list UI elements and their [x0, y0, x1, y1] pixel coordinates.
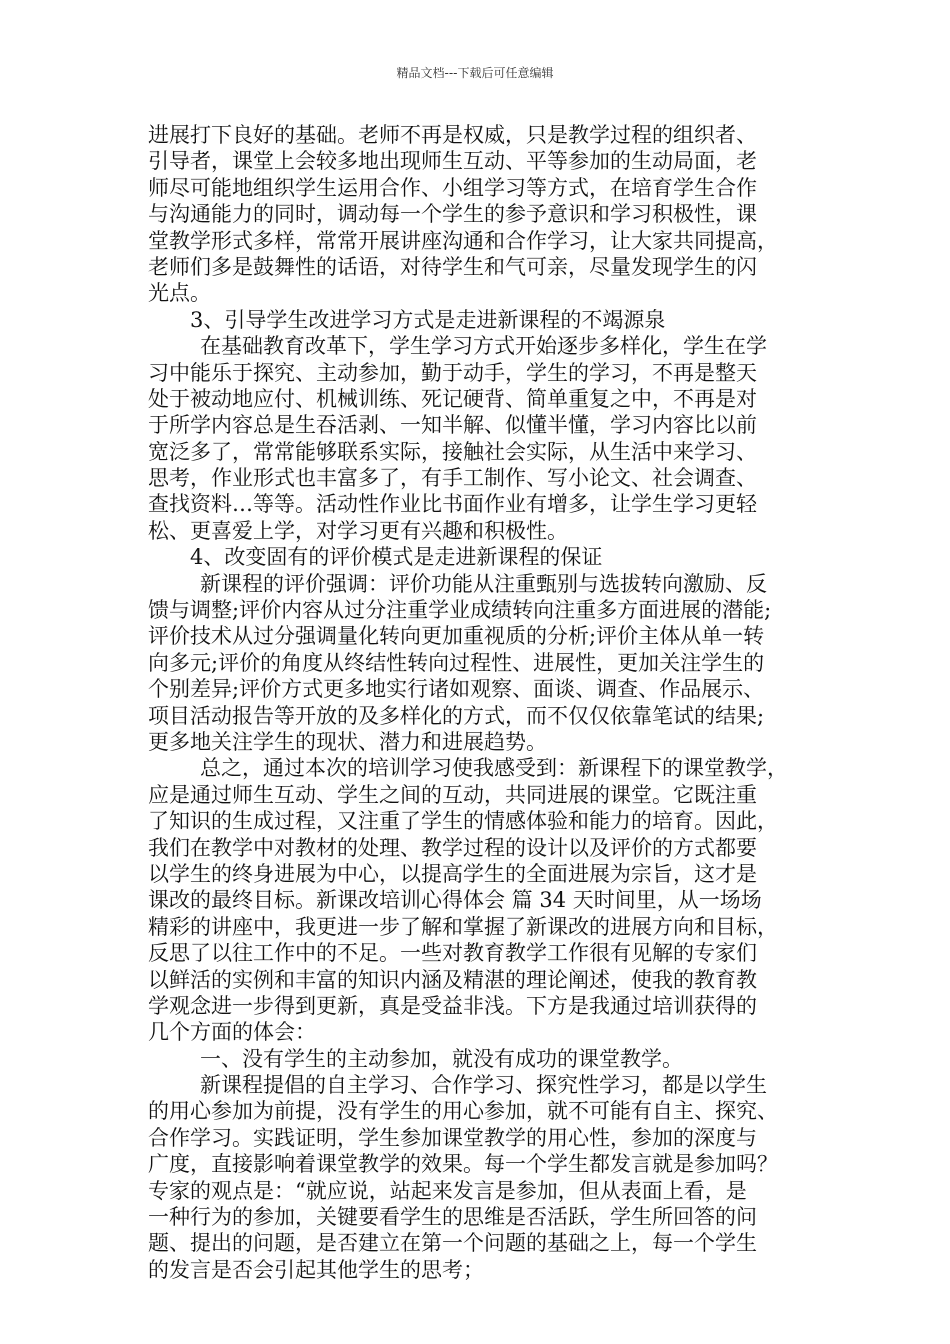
text-line: 的用心参加为前提，没有学生的用心参加，就不可能有自主、探究、: [148, 1099, 778, 1124]
text-line: 个别差异;评价方式更多地实行诸如观察、面谈、调查、作品展示、: [148, 677, 765, 702]
text-line: 在基础教育改革下，学生学习方式开始逐步多样化，学生在学: [200, 334, 767, 359]
text-line: 光点。: [148, 281, 211, 306]
text-line: 习中能乐于探究、主动参加，勤于动手，学生的学习，不再是整天: [148, 360, 757, 385]
text-line: 评价技术从过分强调量化转向更加重视质的分析;评价主体从单一转: [148, 624, 765, 649]
text-line: 堂教学形式多样，常常开展讲座沟通和合作学习，让大家共同提高，: [148, 228, 778, 253]
text-line: 更多地关注学生的现状、潜力和进展趋势。: [148, 729, 547, 754]
body-text: [148, 122, 808, 1283]
text-line: 4、改变固有的评价模式是走进新课程的保证: [190, 545, 603, 570]
text-line: 应是通过师生互动、学生之间的互动，共同进展的课堂。它既注重: [148, 782, 757, 807]
text-line: 以鲜活的实例和丰富的知识内涵及精湛的理论阐述，使我的教育教: [148, 967, 757, 992]
text-line: 精彩的讲座中，我更进一步了解和掌握了新课改的进展方向和目标，: [148, 914, 778, 939]
text-line: 几个方面的体会：: [148, 1020, 316, 1045]
text-line: 新课程提倡的自主学习、合作学习、探究性学习，都是以学生: [200, 1073, 767, 1098]
text-line: 馈与调整;评价内容从过分注重学业成绩转向注重多方面进展的潜能;: [148, 598, 772, 623]
text-line: 以学生的终身进展为中心，以提高学生的全面进展为宗旨，这才是: [148, 861, 757, 886]
text-line: 的发言是否会引起其他学生的思考；: [148, 1257, 484, 1282]
text-line: 处于被动地应付、机械训练、死记硬背、简单重复之中，不再是对: [148, 386, 757, 411]
text-line: 专家的观点是：“就应说，站起来发言是参加，但从表面上看，是: [148, 1178, 747, 1203]
text-line: 松、更喜爱上学，对学习更有兴趣和积极性。: [148, 518, 568, 543]
text-line: 广度，直接影响着课堂教学的效果。每一个学生都发言就是参加吗？: [148, 1152, 778, 1177]
text-line: 思考，作业形式也丰富多了，有手工制作、写小论文、社会调查、: [148, 466, 757, 491]
text-line: 课改的最终目标。新课改培训心得体会 篇 34 天时间里，从一场场: [148, 888, 762, 913]
text-line: 引导者，课堂上会较多地出现师生互动、平等参加的生动局面，老: [148, 149, 757, 174]
text-line: 项目活动报告等开放的及多样化的方式，而不仅仅依靠笔试的结果;: [148, 703, 765, 728]
text-line: 向多元;评价的角度从终结性转向过程性、进展性，更加关注学生的: [148, 650, 765, 675]
text-line: 合作学习。实践证明，学生参加课堂教学的用心性，参加的深度与: [148, 1125, 757, 1150]
text-line: 与沟通能力的同时，调动每一个学生的参予意识和学习积极性，课: [148, 202, 757, 227]
text-line: 学观念进一步得到更新，真是受益非浅。下方是我通过培训获得的: [148, 993, 757, 1018]
header-note: 精品文档---下载后可任意编辑: [396, 66, 554, 80]
text-line: 3、引导学生改进学习方式是走进新课程的不竭源泉: [190, 307, 666, 332]
text-line: 进展打下良好的基础。老师不再是权威，只是教学过程的组织者、: [148, 123, 757, 147]
text-line: 于所学内容总是生吞活剥、一知半解、似懂半懂，学习内容比以前: [148, 413, 757, 438]
text-line: 老师们多是鼓舞性的话语，对待学生和气可亲，尽量发现学生的闪: [148, 254, 757, 279]
text-line: 题、提出的问题，是否建立在第一个问题的基础之上，每一个学生: [148, 1231, 757, 1256]
text-line: 一、没有学生的主动参加，就没有成功的课堂教学。: [200, 1046, 683, 1071]
text-line: 新课程的评价强调：评价功能从注重甄别与选拔转向激励、反: [200, 571, 767, 596]
text-line: 一种行为的参加，关键要看学生的思维是否活跃，学生所回答的问: [148, 1205, 757, 1230]
text-line: 宽泛多了，常常能够联系实际，接触社会实际，从生活中来学习、: [148, 439, 757, 464]
text-line: 了知识的生成过程，又注重了学生的情感体验和能力的培育。因此，: [148, 809, 778, 834]
text-line: 我们在教学中对教材的处理、教学过程的设计以及评价的方式都要: [148, 835, 757, 860]
text-line: 总之，通过本次的培训学习使我感受到：新课程下的课堂教学，: [200, 756, 788, 781]
text-line: 反思了以往工作中的不足。一些对教育教学工作很有见解的专家们: [148, 941, 757, 966]
text-line: 师尽可能地组织学生运用合作、小组学习等方式，在培育学生合作: [148, 175, 757, 200]
text-line: 查找资料…等等。活动性作业比书面作业有增多，让学生学习更轻: [148, 492, 757, 517]
